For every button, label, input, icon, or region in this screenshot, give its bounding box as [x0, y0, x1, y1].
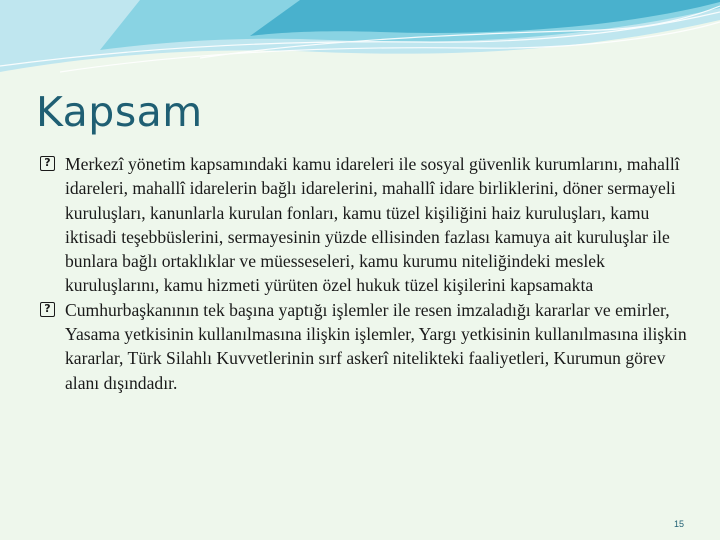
slide-title: Kapsam — [36, 88, 203, 136]
decorative-wave-band — [0, 0, 720, 80]
bullet-text: Cumhurbaşkanının tek başına yaptığı işlemler ile resen imzaladığı kararlar ve emirler, Yasama yetkisinin kullanılmasına ilişkin işlemler, Yargı yetkisinin kullanılmasına ilişkin kararlar, Türk Silahlı Kuvvetlerinin sırf askerî nitelikteki faaliyetleri, Kurumun görev alanı dışındadır. — [65, 299, 687, 393]
page-number: 15 — [673, 519, 684, 529]
unknown-glyph-icon: ? — [40, 156, 55, 171]
bullet-list — [40, 152, 690, 395]
unknown-glyph-icon: ? — [40, 302, 55, 317]
bullet-item — [40, 152, 690, 298]
bullet-item — [40, 298, 690, 395]
bullet-text: Merkezî yönetim kapsamındaki kamu idareleri ile sosyal güvenlik kurumlarını, mahallî idareleri, mahallî idarelerin bağlı idarelerini, mahallî idare birliklerini, döner sermayeli kuruluşları, kanunlarla kurulan fonları, kamu tüzel kişiliğini haiz kuruluşları, kamu iktisadi teşebbüslerini, sermayesinin yüzde ellisinden fazlası kamuya ait kuruluşlar ile bunlara bağlı ortaklıklar ve müesseseleri, kamu kurumu niteliğindeki meslek kuruluşlarını, kamu hizmeti yürüten özel hukuk tüzel kişilerini kapsamakta — [65, 154, 680, 296]
